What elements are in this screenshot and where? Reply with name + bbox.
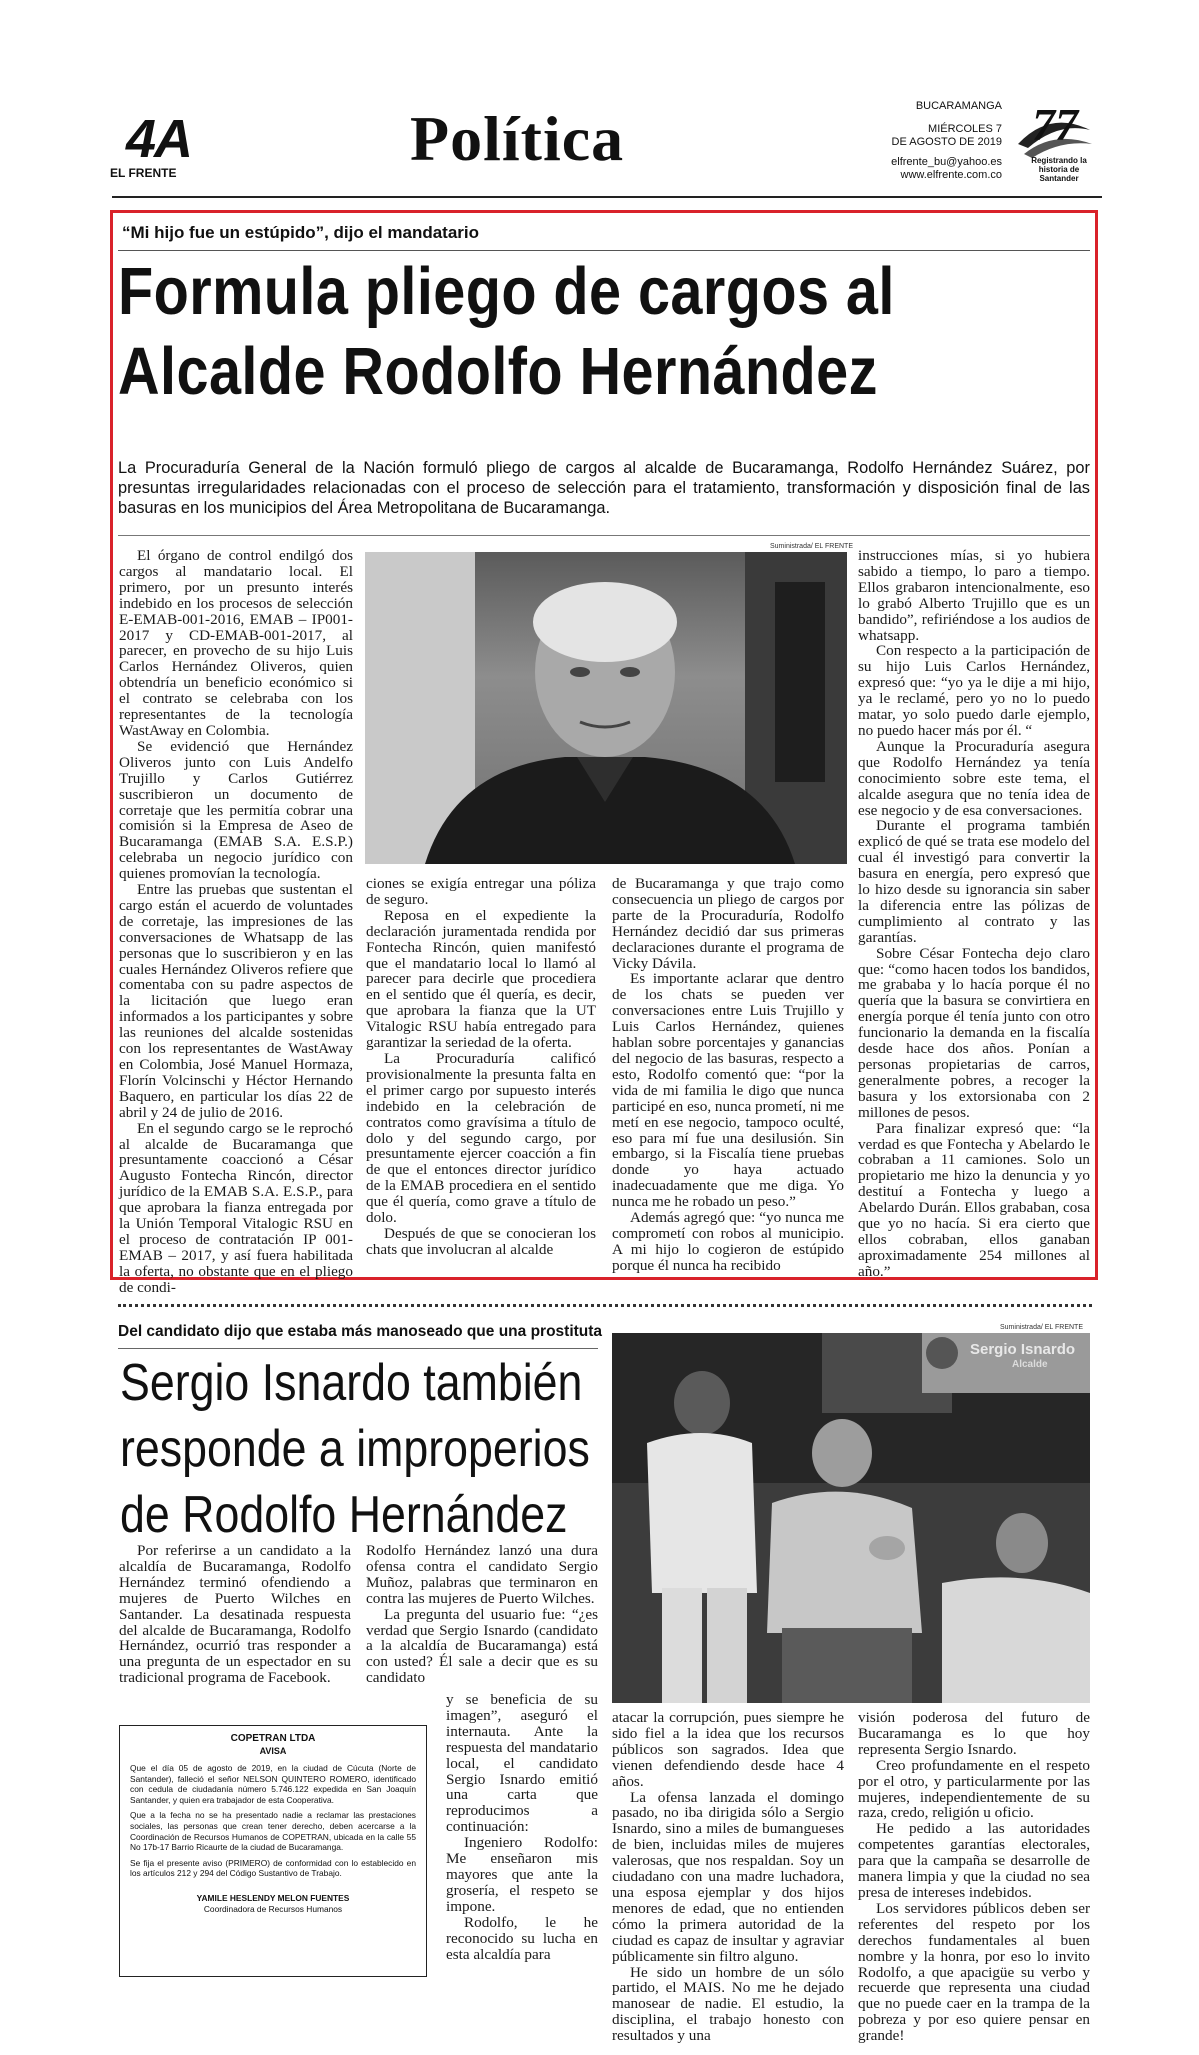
story1-col3 <box>612 875 844 1274</box>
paragraph: Se evidenció que Hernández Oliveros junto con Luis Andelfo Trujillo y Carlos Gutiérrez suscribieron un documento de corretaje que les permitía cobrar una comisión si la Empresa de Aseo de Bucaramanga (EMAB S.A. E.S.P.) celebraba un negocio jurídico con quienes promovían la tecnología. <box>119 737 353 883</box>
story1-lead-rule <box>118 535 1090 536</box>
story2-headline-line2: responde a improperios <box>120 1420 590 1478</box>
paragraph: atacar la corrupción, pues siempre he sido fiel a la idea que los recursos públicos son sagrados. Idea que vienen defendiendo desde hace 4 años. <box>612 1709 844 1790</box>
paragraph: Reposa en el expediente la declaración juramentada rendida por Fontecha Rincón, quien manifestó que el mandatario local lo llamó al parecer para decirle que procediera en el sentido que él quería, es decir, que aprobara la fianza que la UT Vitalogic RSU había entregado para garantizar la seriedad de la oferta. <box>366 906 596 1052</box>
seal-caption: Registrando la historia de Santander <box>1031 156 1087 183</box>
paragraph: Además agregó que: “yo nunca me comprometí con robos al municipio. A mi hijo lo cogieron de estúpido porque él nunca ha recibido <box>612 1209 844 1274</box>
paragraph: La pregunta del usuario fue: “¿es verdad que Sergio Isnardo (candidato a la alcaldía de Bucaramanga) está con usted? Él sale a decir que es su candidato <box>366 1605 598 1687</box>
paragraph: Es importante aclarar que dentro de los chats se pueden ver conversaciones entre Luis Trujillo y Luis Carlos Hernández, quienes hablan sobre porcentajes y ganancias del negocio de las basuras, respecto a esto, Rodolfo comentó que: “por la vida de mi familia le digo que nunca participé en eso, nunca prometí, ni me metí en ese negocio, tampoco oculté, eso para mí fue una desilusión. Sin embargo, si la Fiscalía tiene pruebas donde yo haya actuado inadecuadamente que me diga. Yo nunca me he robado un peso.” <box>612 970 844 1211</box>
paragraph: Entre las pruebas que sustentan el cargo están el acuerdo de voluntades de corretaje, las impresiones de las conversaciones de Whatsapp de las personas que lo suscribieron y en las cuales Hernández Oliveros refiere que comentaba con su padre aspectos de la licitación que luego eran informados a los participantes y sobre las reuniones del alcalde sostenidas con los representantes de WastAway en Colombia, José Manuel Hormaza, Florín Volcinschi y Héctor Hernando Baquero, en particular los días 22 de abril y 24 de julio de 2016. <box>119 881 353 1121</box>
story2-kicker: Del candidato dijo que estaba más manoseado que una prostituta <box>118 1323 603 1340</box>
notice-paragraph-3: Se fija el presente aviso (PRIMERO) de conformidad con lo establecido en los artículos 212 y 294 del Código Sustantivo de Trabajo. <box>130 1857 416 1879</box>
story1-kicker: “Mi hijo fue un estúpido”, dijo el mandatario <box>122 223 480 242</box>
story2-col4 <box>858 1709 1090 2045</box>
story1-kicker-rule <box>118 250 1090 251</box>
story-separator <box>118 1304 1092 1307</box>
paragraph: Los servidores públicos deben ser referentes del respeto por los derechos fundamentales al buen nombre y la honra, por eso lo invito Rodolfo, a que apacigüe su verbo y recuerde que representa una ciudad que no puede caer en la trampa de la pobreza y por eso quiere pensar en grande! <box>858 1899 1090 2045</box>
section-title: Política <box>410 103 625 174</box>
paragraph: Después de que se conocieran los chats que involucran al alcalde <box>366 1224 596 1258</box>
story2-headline-line3: de Rodolfo Hernández <box>120 1486 568 1544</box>
story1-col2 <box>366 876 596 1262</box>
notice-title: COPETRAN LTDA <box>230 1733 316 1744</box>
story2-kicker-rule <box>118 1348 598 1349</box>
paragraph: En el segundo cargo se le reprochó al alcalde de Bucaramanga que presuntamente coaccionó a César Augusto Fontecha Rincón, director jurídico de la EMAB S.A. E.S.P., para que aprobara la fianza entregada por la Unión Temporal Vitalogic RSU en el proceso de contratación IP 001-EMAB – 2017, y así fuera habilitada la oferta, no obstante que en el pliego de condi- <box>119 1119 353 1296</box>
story1-headline-line2: Alcalde Rodolfo Hernández <box>118 334 878 409</box>
story2-photo <box>612 1333 1090 1703</box>
paragraph: ciones se exigía entregar una póliza de seguro. <box>366 875 596 908</box>
seal-number: 77 <box>1032 99 1078 150</box>
anniversary-seal <box>1010 100 1095 185</box>
masthead <box>0 0 1199 210</box>
story2-headline-line1: Sergio Isnardo también <box>120 1354 583 1412</box>
banner-title: Alcalde <box>1012 1359 1048 1370</box>
notice-box <box>119 1725 427 1977</box>
paragraph: La Procuraduría calificó provisionalmente la presunta falta en el primer cargo por supuesto interés indebido en la celebración de contratos como gravísima a título de dolo y del segundo cargo, por presuntamente ejercer coacción a fin de que el entonces director jurídico de la EMAB procediera en el sentido que él quería, como grave a título de dolo. <box>366 1049 596 1227</box>
paragraph: visión poderosa del futuro de Bucaramanga es lo que hoy representa Sergio Isnardo. <box>858 1709 1090 1758</box>
website: www.elfrente.com.co <box>900 169 1002 181</box>
story2-headline <box>120 1350 590 1548</box>
masthead-rule <box>112 196 1102 198</box>
event-photo <box>612 1333 1090 1703</box>
paragraph: Rodolfo Hernández lanzó una dura ofensa contra el candidato Sergio Muñoz, palabras que terminaron en contra las mujeres de Puerto Wilches. <box>366 1542 598 1607</box>
notice-signer-role: Coordinadora de Recursos Humanos <box>203 1903 343 1914</box>
city: BUCARAMANGA <box>915 100 1002 112</box>
paragraph: El órgano de control endilgó dos cargos al mandatario local. El primero, por un presunto interés indebido en los procesos de selección E-EMAB-001-2016, EMAB – IP001-2017 y CD-EMAB-001-2017, al parecer, en provecho de su hijo Luis Carlos Hernández Oliveros, quien obtendría un beneficio económico si el contrato se celebraba con los representantes de la tecnología WastAway en Colombia. <box>119 547 353 739</box>
paragraph: He sido un hombre de un sólo partido, el MAIS. No me he dejado manosear de nadie. El estudio, la disciplina, el trabajo honesto con resultados y una <box>612 1963 844 2045</box>
email: elfrente_bu@yahoo.es <box>891 156 1002 168</box>
date-month-year: DE AGOSTO DE 2019 <box>891 136 1002 148</box>
paragraph: Aunque la Procuraduría asegura que Rodolfo Hernández ya tenía conocimiento sobre este tema, el alcalde asegura que no tenía idea de ese negocio y de esa conversaciones. <box>858 737 1090 819</box>
story2-col3 <box>612 1709 844 2045</box>
date-weekday: MIÉRCOLES 7 <box>928 123 1002 135</box>
paragraph: He pedido a las autoridades competentes garantías electorales, para que la campaña se desarrolle de manera limpia y que la ciudad no sea presa de intereses indebidos. <box>858 1820 1090 1901</box>
paragraph: Rodolfo, le he reconocido su lucha en esta alcaldía para <box>446 1913 598 1963</box>
paragraph: Sobre César Fontecha dejo claro que: “como hacen todos los bandidos, me grababa y lo hacía porque él no quería que la basura se convirtiera en energía porque él tenía junto con otro funcionario la demanda en la fiscalía desde hace dos años. Ponían a personas propietarias de carros, generalmente pobres, a recoger la basura y los extorsionaba con 2 millones de pesos. <box>858 944 1090 1121</box>
paragraph: Para finalizar expresó que: “la verdad es que Fontecha y Abelardo le cobraban a 11 camiones. Solo un propietario me hizo la denuncia y yo destituí a Fontecha y luego a Abelardo Durán. Ellos grababan, cosa que yo no hacía. Si era cierto que ellos cobraban, ellos ganaban aproximadamente 254 millones al año.” <box>858 1119 1090 1280</box>
paragraph: instrucciones mías, si yo hubiera sabido a tiempo, lo paro a tiempo. Ellos grabaron intencionalmente, eso lo grabó Alberto Trujillo que es un bandido”, refiriéndose a los audios de whatsapp. <box>858 547 1090 644</box>
paper-name-small: EL FRENTE <box>110 166 177 180</box>
story2-col1 <box>119 1543 351 1703</box>
story1-headline <box>118 252 954 412</box>
story1-photo <box>365 552 847 864</box>
story1-col4 <box>858 547 1090 1280</box>
story1-col1 <box>119 547 353 1296</box>
notice-paragraph-1: Que el día 05 de agosto de 2019, en la ciudad de Cúcuta (Norte de Santander), falleció el señor NELSON QUINTERO ROMERO, identificado con cedula de ciudadanía número 5.746.122 expedida en San Joaquín Santander, y quien era trabajador de esta Cooperativa. <box>130 1763 416 1805</box>
paragraph: Durante el programa también explicó de qué se trata ese modelo del cual él investigó para convertir la basura en energía, pero expresó que lo hizo desde su ignorancia sin saber la diferencia entre las pólizas de cumplimiento al contrato y las garantías. <box>858 817 1090 946</box>
story1-photo-credit: Suministrada/ EL FRENTE <box>770 543 853 550</box>
mayor-portrait <box>365 552 847 864</box>
paragraph: Con respecto a la participación de su hijo Luis Carlos Hernández, expresó que: “yo ya le dije a mi hijo, ya le reclamé, pero yo no lo puedo matar, yo solo puedo darle ejemplo, no puedo hacer más por él. “ <box>858 642 1090 739</box>
story2-col2a <box>366 1543 598 1691</box>
date-block <box>880 100 1002 182</box>
story2-col2b <box>446 1692 598 1997</box>
story1-headline-line1: Formula pliego de cargos al <box>118 254 895 329</box>
notice-paragraph-2: Que a la fecha no se ha presentado nadie a reclamar las prestaciones sociales, las personas que crean tener derecho, deben acercarse a la Coordinación de Recursos Humanos de COPETRAN, ubicada en la calle 55 No 17b-17 Barrio Ricaurte de la ciudad de Bucaramanga. <box>130 1810 416 1853</box>
paragraph: y se beneficia de su imagen”, aseguró el internauta. Ante la respuesta del mandatario local, el candidato Sergio Isnardo emitió una carta que reproducimos a continuación: <box>446 1691 598 1836</box>
story1-lead: La Procuraduría General de la Nación formuló pliego de cargos al alcalde de Bucaramanga, Rodolfo Hernández Suárez, por presuntas irregularidades relacionadas con el proceso de selección para el tratamiento, transformación y disposición final de las basuras en los municipios del Área Metropolitana de Bucaramanga. <box>118 459 1090 517</box>
paragraph: Ingeniero Rodolfo: Me enseñaron mis mayores que ante la grosería, el respeto se impone. <box>446 1834 598 1915</box>
paragraph: La ofensa lanzada el domingo pasado, no iba dirigida sólo a Sergio Isnardo, sino a miles de bumangueses de bien, incluidas miles de mujeres valerosas, que nos respaldan. Soy un ciudadano con una madre luchadora, una esposa ejemplar y dos hijos menores de edad, que no entienden cómo la primera autoridad de la ciudad es capaz de insultar y agraviar públicamente sin filtro alguno. <box>612 1788 844 1965</box>
paragraph: de Bucaramanga y que trajo como consecuencia un pliego de cargos por parte de la Procuraduría, Rodolfo Hernández decidió dar sus primeras declaraciones durante el programa de Vicky Dávila. <box>612 875 844 972</box>
banner-name: Sergio Isnardo <box>970 1341 1076 1358</box>
page-number: 4A <box>126 109 192 169</box>
story2-photo-credit: Suministrada/ EL FRENTE <box>1000 1324 1083 1331</box>
paragraph: Por referirse a un candidato a la alcaldía de Bucaramanga, Rodolfo Hernández terminó ofendiendo a mujeres de Puerto Wilches en Santander. La desatinada respuesta del alcalde de Bucaramanga, Rodolfo Hernández, ocurrió tras responder a una pregunta de un espectador en su tradicional programa de Facebook. <box>119 1542 351 1687</box>
notice-signer: YAMILE HESLENDY MELON FUENTES <box>196 1892 350 1903</box>
paragraph: Creo profundamente en el respeto por el otro, y particularmente por las mujeres, independientemente de su raza, credo, religión u oficio. <box>858 1756 1090 1822</box>
notice-subtitle: AVISA <box>259 1746 287 1756</box>
